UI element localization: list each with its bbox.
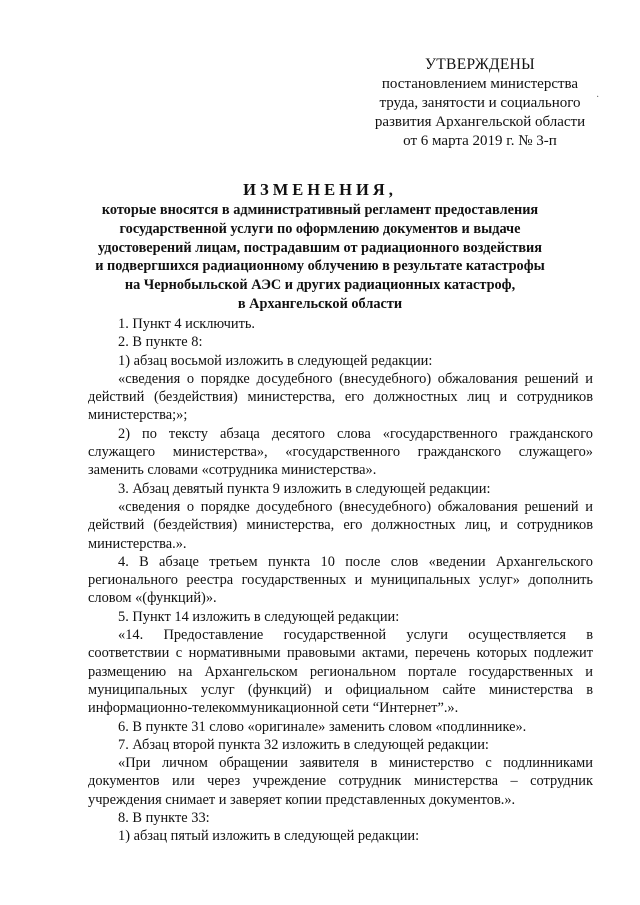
heading-line: и подвергшихся радиационному облучению в результате катастрофы: [95, 258, 545, 275]
document-heading: [60, 180, 580, 314]
heading-title: ИЗМЕНЕНИЯ,: [243, 180, 397, 199]
approval-line: постановлением министерства: [381, 76, 579, 92]
paragraph: «сведения о порядке досудебного (внесудебного) обжалования решений и действий (бездействия) министерства, его должностных лиц и сотрудников министерства;»;: [88, 370, 593, 424]
paragraph: 1) абзац восьмой изложить в следующей редакции:: [118, 352, 433, 369]
paragraph: «При личном обращении заявителя в министерство с подлинниками документов или через учреждение сотрудник министерства – сотрудник учреждения снимает и заверяет копии представленных документов.».: [88, 755, 593, 808]
stray-mark: ·: [596, 92, 600, 103]
approval-line: от 6 марта 2019 г. № 3-п: [403, 133, 557, 149]
paragraph: «сведения о порядке досудебного (внесудебного) обжалования решений и действий (бездействия) министерства, его должностных лиц, и сотрудников министерства.».: [88, 498, 593, 552]
heading-line: удостоверений лицам, пострадавшим от радиационного воздействия: [97, 239, 543, 256]
paragraph: 3. Абзац девятый пункта 9 изложить в следующей редакции:: [118, 480, 491, 497]
paragraph: 1) абзац пятый изложить в следующей редакции:: [118, 828, 420, 845]
paragraph: 2) по тексту абзаца десятого слова «государственного гражданского служащего министерства», «государственного гражданского служащего» заменить словами «сотрудника министерства».: [88, 425, 593, 479]
approval-line: развития Архангельской области: [374, 114, 586, 130]
heading-line: в Архангельской области: [237, 295, 403, 312]
approved-heading: УТВЕРЖДЕНЫ: [425, 56, 535, 73]
heading-line: которые вносятся в административный регламент предоставления: [101, 202, 539, 218]
paragraph: «14. Предоставление государственной услуги осуществляется в соответствии с нормативными правовыми актами, перечень которых подлежит размещению на Архангельском региональном портале государственных и муниципальных услуг (функций) и официальном сайте министерства в информационно-телекоммуникационной сети “Интернет”.».: [88, 627, 593, 717]
document-body: [88, 315, 593, 846]
approval-line: труда, занятости и социального: [379, 95, 581, 111]
approval-stamp: [330, 55, 630, 151]
paragraph: 6. В пункте 31 слово «оригинале» заменить словом «подлиннике».: [118, 718, 527, 735]
paragraph: 7. Абзац второй пункта 32 изложить в следующей редакции:: [118, 736, 489, 753]
paragraph: 4. В абзаце третьем пункта 10 после слов «ведении Архангельского регионального реестра государственных и муниципальных услуг» дополнить словом «(функций)».: [88, 553, 593, 607]
heading-line: государственной услуги по оформлению документов и выдаче: [119, 220, 521, 237]
paragraph: 1. Пункт 4 исключить.: [118, 316, 256, 332]
heading-line: на Чернобыльской АЭС и других радиационных катастроф,: [124, 277, 516, 294]
paragraph: 8. В пункте 33:: [118, 810, 210, 827]
paragraph: 2. В пункте 8:: [118, 334, 203, 351]
paragraph: 5. Пункт 14 изложить в следующей редакции:: [118, 608, 400, 625]
